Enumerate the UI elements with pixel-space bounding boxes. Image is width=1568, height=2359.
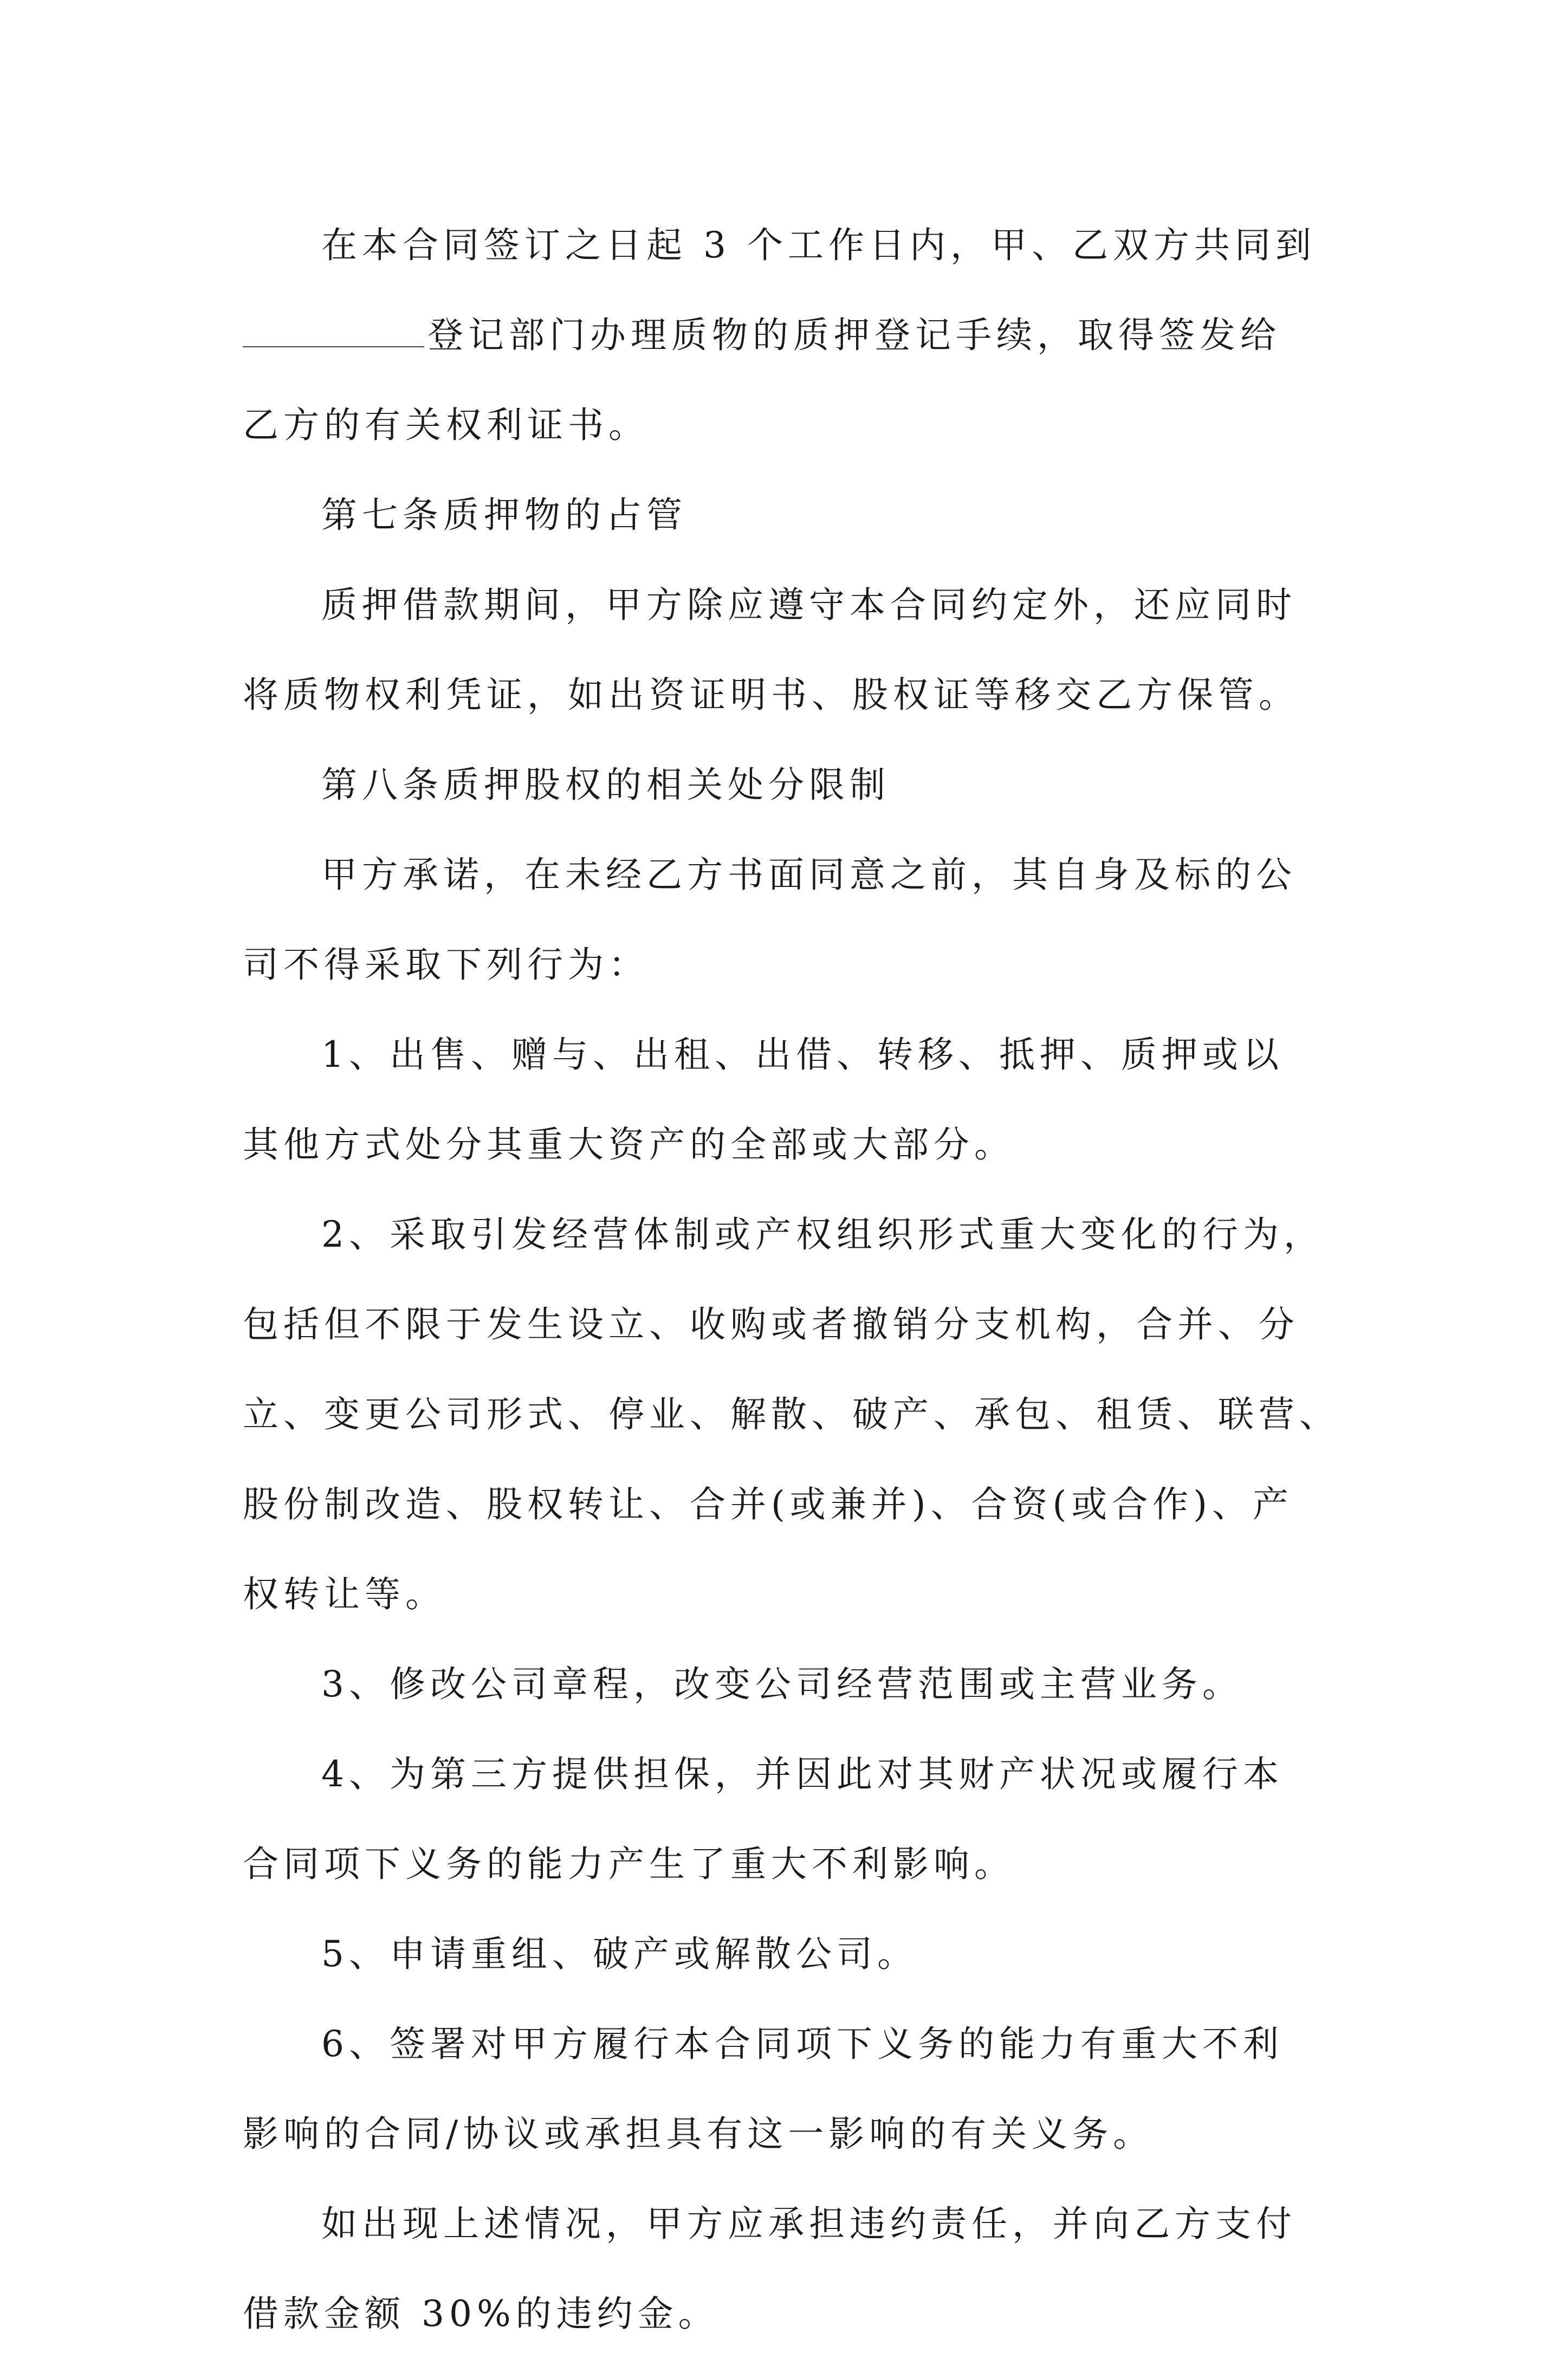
list-item-line: 立、变更公司形式、停业、解散、破产、承包、租赁、联营、 [243,1394,1340,1435]
text-line: 借款金额 30%的违约金。 [243,2293,719,2335]
text-line: 将质物权利凭证，如出资证明书、股权证等移交乙方保管。 [243,674,1299,716]
text-line-content: 登记部门办理质物的质押登记手续，取得签发给 [427,314,1281,356]
text-line: 质押借款期间，甲方除应遵守本合同约定外，还应同时 [321,584,1297,626]
section-heading: 第八条质押股权的相关处分限制 [321,764,890,806]
text-line: 在本合同签订之日起 3 个工作日内，甲、乙双方共同到 [321,224,1316,266]
list-item-line: 权转让等。 [243,1573,446,1615]
list-item-line: 3、修改公司章程，改变公司经营范围或主营业务。 [321,1663,1243,1705]
list-item-line: 包括但不限于发生设立、收购或者撤销分支机构，合并、分 [243,1304,1299,1345]
text-line: 甲方承诺，在未经乙方书面同意之前，其自身及标的公 [321,854,1297,896]
list-item-line: 股份制改造、股权转让、合并(或兼并)、合资(或合作)、产 [243,1483,1293,1525]
text-line [243,290,1332,380]
text-line: 司不得采取下列行为： [243,944,649,986]
document-page [243,200,1340,2359]
section-heading: 第七条质押物的占管 [321,494,687,536]
list-item-line: 6、签署对甲方履行本合同项下义务的能力有重大不利 [321,2023,1284,2065]
list-item-line: 合同项下义务的能力产生了重大不利影响。 [243,1843,1015,1885]
list-item-line: 其他方式处分其重大资产的全部或大部分。 [243,1124,1015,1165]
fill-in-blank [243,310,424,347]
list-item-line: 5、申请重组、破产或解散公司。 [321,1933,918,1975]
list-item-line: 影响的合同/协议或承担具有这一影响的有关义务。 [243,2113,1154,2155]
list-item-line: 4、为第三方提供担保，并因此对其财产状况或履行本 [321,1753,1284,1795]
text-line: 乙方的有关权利证书。 [243,404,649,446]
list-item-line: 1、出售、赠与、出租、出借、转移、抵押、质押或以 [321,1034,1284,1075]
list-item-line: 2、采取引发经营体制或产权组织形式重大变化的行为， [321,1214,1324,1255]
text-line: 如出现上述情况，甲方应承担违约责任，并向乙方支付 [321,2203,1297,2245]
